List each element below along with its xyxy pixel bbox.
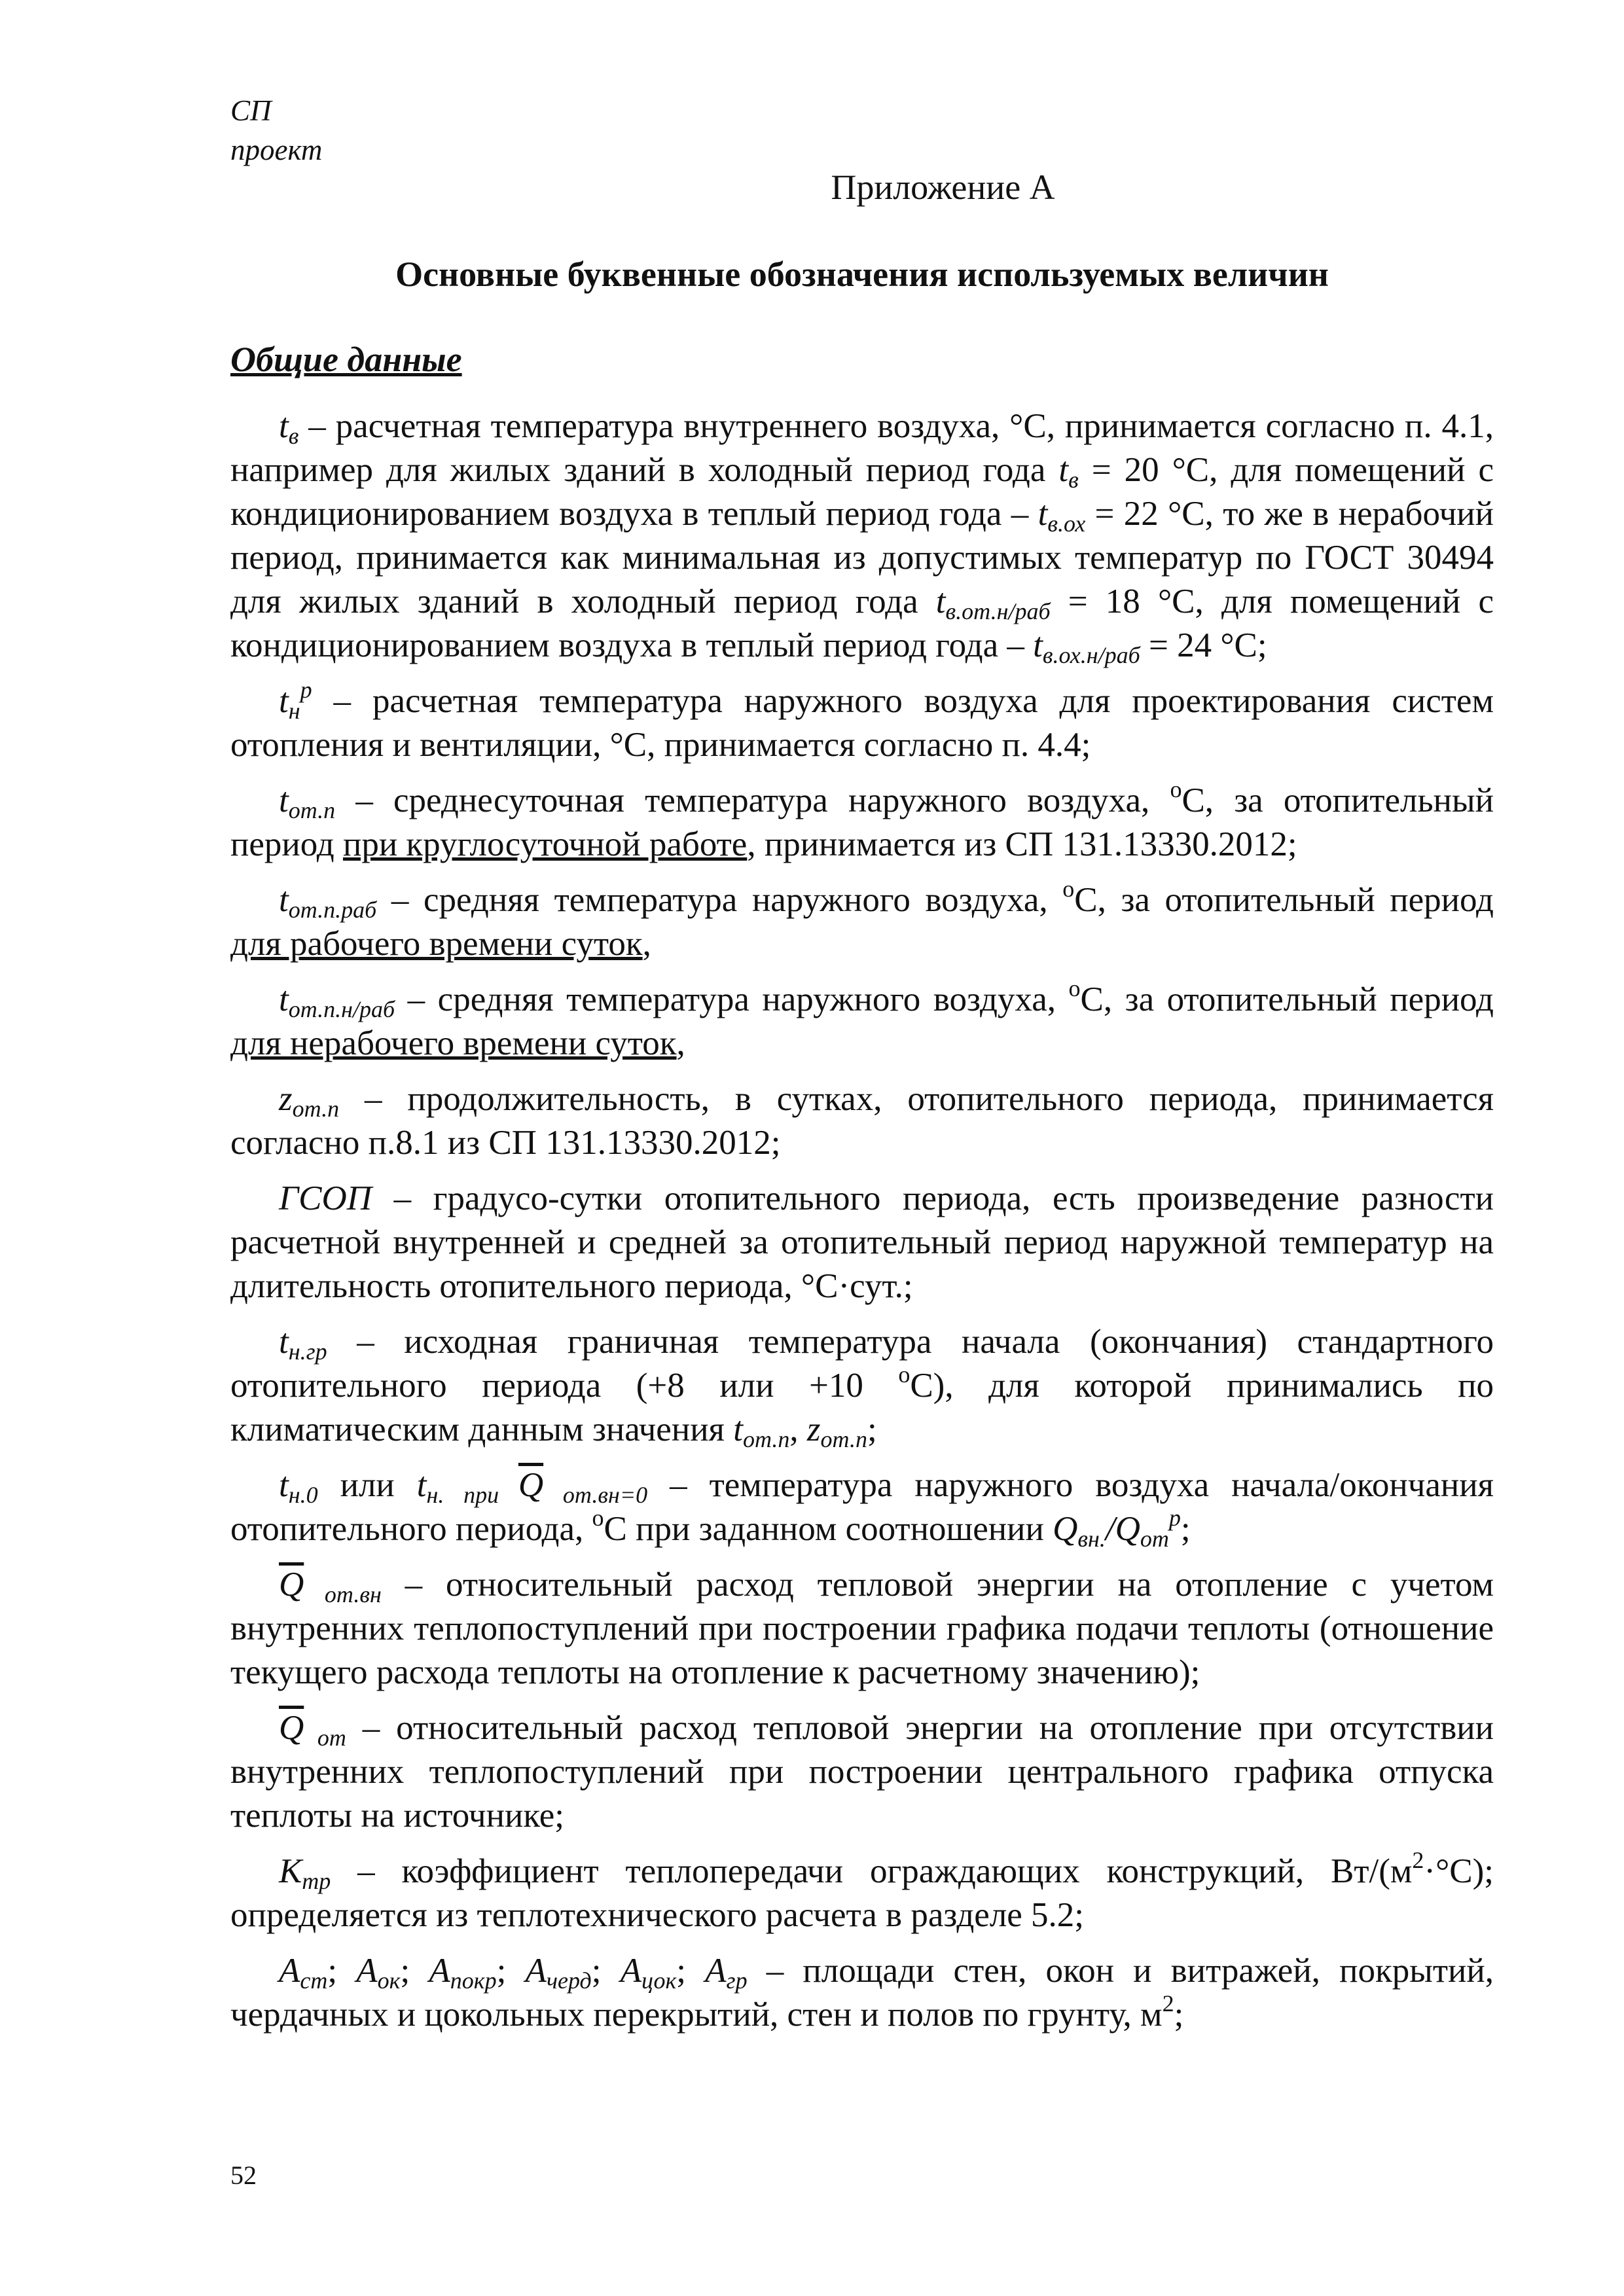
paragraph-t-n0: $t_{н.0}$ или $t_{н. при}$ $\overline{Q}$ $_{от.вн=0}$ – температура наружного воздуха начала/окончания отопительного периода, $^о$С при заданном соотношении $Q_{вн.}/Q_{от}^р$; <box>230 1466 1494 1552</box>
paragraph-t-n-p: $t_н^р$ – расчетная температура наружного воздуха для проектирования систем отопления и вентиляции, °С, принимается согласно п. 4.4; <box>230 677 1494 764</box>
page-number: 52 <box>230 2161 257 2190</box>
paragraph-t-ot-p-rab: $t_{от.п.раб}$ – средняя температура наружного воздуха, $^о$С, за отопительный период для рабочего времени суток, <box>230 876 1494 963</box>
paragraph-z-ot-p: $z_{от.п}$ – продолжительность, в сутках, отопительного периода, принимается согласно п.8.1 из СП 131.13330.2012; <box>230 1080 1494 1162</box>
paragraph-t-v: $t_в$ – расчетная температура внутреннего воздуха, °С, принимается согласно п. 4.1, например для жилых зданий в холодный период года $t_в = 20$ °С, для помещений с кондиционированием воздуха в теплый период года – $t_{в.ох} = 22$ °С, то же в нерабочий период, принимается как минимальная из допустимых температур по ГОСТ 30494 для жилых зданий в холодный период года $t_{в.от.н/раб} = 18$ °С, для помещений с кондиционированием воздуха в теплый период года – $t_{в.ох.н/раб} = 24$ °С; <box>230 407 1494 668</box>
paragraph-t-n-gr: $t_{н.гр}$ – исходная граничная температура начала (окончания) стандартного отопительного периода (+8 или +10 $^о$С), для которой принимались по климатическим данным значения $t_{от.п}$, $z_{от.п}$; <box>230 1323 1494 1452</box>
appendix-title: Приложение А <box>831 168 1055 207</box>
header-line-1: СП <box>230 94 272 127</box>
document-body <box>230 404 1494 2049</box>
paragraph-q-ot: $\overline{Q}$ $_{от}$ – относительный расход тепловой энергии на отопление при отсутствии внутренних теплопоступлений при построении центрального графика отпуска теплоты на источнике; <box>230 1709 1494 1835</box>
paragraph-t-ot-p-n-rab: $t_{от.п.н/раб}$ – средняя температура наружного воздуха, $^о$С, за отопительный период для нерабочего времени суток, <box>230 975 1494 1062</box>
header-line-2: проект <box>230 134 323 166</box>
paragraph-areas: $А_{ст}$; $А_{ок}$; $А_{покр}$; $А_{черд}$; $А_{цок}$; $А_{гр}$ – площади стен, окон и витражей, покрытий, чердачных и цокольных перекрытий, стен и полов по грунту, $м^2$; <box>230 1952 1494 2034</box>
paragraph-q-ot-vn: $\overline{Q}$ $_{от.вн}$ – относительный расход тепловой энергии на отопление с учетом внутренних теплопоступлений при построении графика подачи теплоты (отношение текущего расхода теплоты на отопление к расчетному значению); <box>230 1566 1494 1691</box>
paragraph-t-ot-p: $t_{от.п}$ – среднесуточная температура наружного воздуха, $^о$С, за отопительный период при круглосуточной работе, принимается из СП 131.13330.2012; <box>230 776 1494 863</box>
paragraph-gsop: ГСОП – градусо-сутки отопительного периода, есть произведение разности расчетной внутренней и средней за отопительный период наружной температур на длительность отопительного периода, °С·сут.; <box>230 1179 1494 1305</box>
paragraph-k-tr: $К_{тр}$ – коэффициент теплопередачи ограждающих конструкций, $Вт/(м^2\cdot^\circ С)$; определяется из теплотехнического расчета в разделе 5.2; <box>230 1847 1494 1934</box>
section-heading: Общие данные <box>230 340 462 379</box>
page-title: Основные буквенные обозначения используемых величин <box>395 255 1329 294</box>
